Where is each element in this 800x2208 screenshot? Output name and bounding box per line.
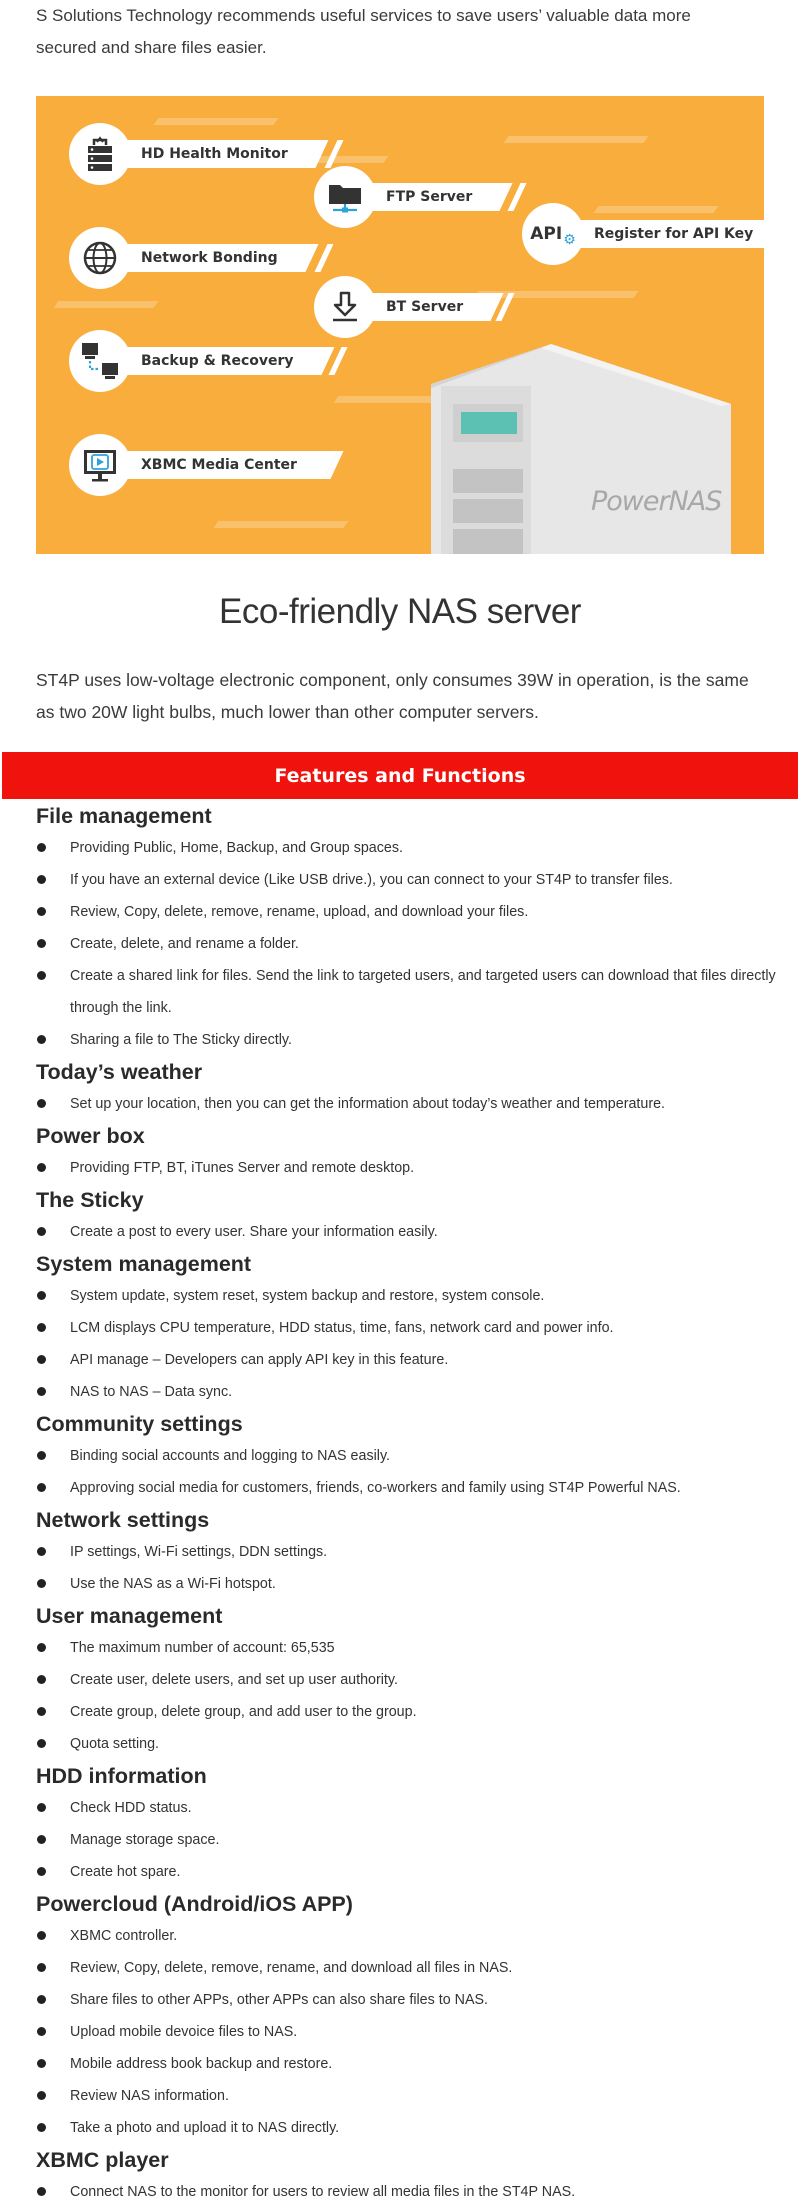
bullet-icon xyxy=(37,1387,46,1396)
bullet-icon xyxy=(37,843,46,852)
bullet-icon xyxy=(37,875,46,884)
feature-list-item xyxy=(36,1344,776,1376)
feature-label: FTP Server xyxy=(386,189,473,205)
bullet-icon xyxy=(37,1035,46,1044)
gear-icon: ⚙ xyxy=(563,230,576,247)
bullet-icon xyxy=(37,1355,46,1364)
folder-network-icon xyxy=(314,166,376,228)
item-text: Create group, delete group, and add user to the group. xyxy=(70,1704,417,1720)
item-text: Create, delete, and rename a folder. xyxy=(70,936,299,952)
feature-section xyxy=(36,1184,776,1248)
feature-list-item xyxy=(36,1312,776,1344)
section-title: The Sticky xyxy=(36,1188,144,1212)
features-list xyxy=(36,800,776,2208)
bullet-icon xyxy=(37,1163,46,1172)
feature-section xyxy=(36,1120,776,1184)
bullet-icon xyxy=(37,1963,46,1972)
bullet-icon xyxy=(37,1483,46,1492)
feature-section xyxy=(36,1888,776,2144)
item-text: Create hot spare. xyxy=(70,1864,181,1880)
feature-list-item xyxy=(36,1568,776,1600)
item-text: Binding social accounts and logging to NAS easily. xyxy=(70,1448,391,1464)
features-header-bar xyxy=(2,752,798,799)
item-text: Create a shared link for files. Send the link to targeted users, and targeted users can download that files directly through the link. xyxy=(70,968,776,1016)
item-text: Sharing a file to The Sticky directly. xyxy=(70,1032,292,1048)
nas-server-illustration xyxy=(431,344,731,554)
bullet-icon xyxy=(37,1451,46,1460)
feature-section xyxy=(36,1504,776,1600)
feature-list-item xyxy=(36,2176,776,2208)
feature-list-item xyxy=(36,928,776,960)
eco-description: ST4P uses low-voltage electronic component, only consumes 39W in operation, is the same as two 20W light bulbs, much lower than other computer servers. xyxy=(36,670,749,722)
item-text: API manage – Developers can apply API key in this feature. xyxy=(70,1352,449,1368)
feature-list-item xyxy=(36,1952,776,1984)
section-title: Power box xyxy=(36,1124,145,1148)
api-gear-icon xyxy=(522,203,584,265)
api-text: API xyxy=(530,224,563,244)
section-title: System management xyxy=(36,1252,252,1276)
feature-list-item xyxy=(36,2112,776,2144)
item-text: Providing Public, Home, Backup, and Group spaces. xyxy=(70,840,403,856)
feature-list-item xyxy=(36,960,776,1024)
item-text: Quota setting. xyxy=(70,1736,160,1752)
item-text: Take a photo and upload it to NAS directly. xyxy=(70,2120,340,2136)
feature-list-item xyxy=(36,1376,776,1408)
feature-list-item xyxy=(36,1216,776,1248)
feature-section xyxy=(36,1600,776,1760)
feature-label: Register for API Key xyxy=(594,226,754,242)
bullet-icon xyxy=(37,971,46,980)
item-text: Review, Copy, delete, remove, rename, upload, and download your files. xyxy=(70,904,529,920)
feature-section xyxy=(36,800,776,1056)
item-text: Manage storage space. xyxy=(70,1832,220,1848)
feature-list-item xyxy=(36,1792,776,1824)
banner-stripe xyxy=(504,136,649,143)
bullet-icon xyxy=(37,1643,46,1652)
bullet-icon xyxy=(37,1739,46,1748)
item-text: Share files to other APPs, other APPs can also share files to NAS. xyxy=(70,1992,489,2008)
section-title: File management xyxy=(36,804,212,828)
feature-section xyxy=(36,2144,776,2208)
section-title: HDD information xyxy=(36,1764,207,1788)
item-text: Approving social media for customers, friends, co-workers and family using ST4P Powerful NAS. xyxy=(70,1480,681,1496)
item-text: Create user, delete users, and set up user authority. xyxy=(70,1672,398,1688)
item-text: Upload mobile devoice files to NAS. xyxy=(70,2024,298,2040)
feature-list-item xyxy=(36,1440,776,1472)
feature-list-item xyxy=(36,1088,776,1120)
feature-label: XBMC Media Center xyxy=(141,457,297,473)
item-text: Review, Copy, delete, remove, rename, and download all files in NAS. xyxy=(70,1960,513,1976)
item-text: The maximum number of account: 65,535 xyxy=(70,1640,335,1656)
eco-title: Eco-friendly NAS server xyxy=(219,592,581,631)
item-text: If you have an external device (Like USB drive.), you can connect to your ST4P to transfer files. xyxy=(70,872,673,888)
banner-stripe xyxy=(594,206,719,213)
feature-tag xyxy=(102,451,337,479)
bullet-icon xyxy=(37,2123,46,2132)
feature-tag xyxy=(555,220,764,248)
item-text: IP settings, Wi-Fi settings, DDN settings. xyxy=(70,1544,328,1560)
item-text: Use the NAS as a Wi-Fi hotspot. xyxy=(70,1576,276,1592)
item-text: System update, system reset, system backup and restore, system console. xyxy=(70,1288,545,1304)
feature-section xyxy=(36,1760,776,1888)
feature-list-item xyxy=(36,896,776,928)
bullet-icon xyxy=(37,2027,46,2036)
banner-stripe xyxy=(154,118,279,125)
feature-list-item xyxy=(36,1536,776,1568)
tag-slash xyxy=(324,140,343,168)
item-text: XBMC controller. xyxy=(70,1928,178,1944)
feature-list-item xyxy=(36,1728,776,1760)
bullet-icon xyxy=(37,1291,46,1300)
item-text: LCM displays CPU temperature, HDD status, time, fans, network card and power info. xyxy=(70,1320,614,1336)
section-title: User management xyxy=(36,1604,223,1628)
feature-tag xyxy=(102,140,328,168)
bullet-icon xyxy=(37,1547,46,1556)
bullet-icon xyxy=(37,1707,46,1716)
bullet-icon xyxy=(37,1995,46,2004)
banner-stripe xyxy=(214,521,349,528)
feature-list-item xyxy=(36,1152,776,1184)
section-title: Today’s weather xyxy=(36,1060,203,1084)
feature-list-item xyxy=(36,1920,776,1952)
bullet-icon xyxy=(37,1675,46,1684)
section-title: XBMC player xyxy=(36,2148,169,2172)
tag-slash xyxy=(314,244,333,272)
intro-text: S Solutions Technology recommends useful services to save users’ valuable data more secured and share files easier. xyxy=(36,6,691,57)
section-title: Community settings xyxy=(36,1412,243,1436)
bullet-icon xyxy=(37,1099,46,1108)
download-icon xyxy=(314,276,376,338)
feature-section xyxy=(36,1248,776,1408)
feature-list-item xyxy=(36,1472,776,1504)
feature-list-item xyxy=(36,1696,776,1728)
feature-list-item xyxy=(36,1280,776,1312)
item-text: Set up your location, then you can get the information about today’s weather and temperature. xyxy=(70,1096,666,1112)
globe-icon xyxy=(69,227,131,289)
feature-list-item xyxy=(36,2048,776,2080)
feature-list-item xyxy=(36,2016,776,2048)
feature-label: Backup & Recovery xyxy=(141,353,294,369)
feature-list-item xyxy=(36,832,776,864)
feature-list-item xyxy=(36,1856,776,1888)
bullet-icon xyxy=(37,1835,46,1844)
bullet-icon xyxy=(37,1323,46,1332)
services-banner xyxy=(36,96,764,554)
feature-list-item xyxy=(36,864,776,896)
bullet-icon xyxy=(37,1227,46,1236)
media-monitor-icon xyxy=(69,434,131,496)
section-title: Powercloud (Android/iOS APP) xyxy=(36,1892,353,1916)
feature-tag xyxy=(102,244,318,272)
feature-list-item xyxy=(36,1824,776,1856)
feature-label: HD Health Monitor xyxy=(141,146,288,162)
item-text: Mobile address book backup and restore. xyxy=(70,2056,333,2072)
banner-stripe xyxy=(54,301,159,308)
item-text: NAS to NAS – Data sync. xyxy=(70,1384,233,1400)
feature-list-item xyxy=(36,1632,776,1664)
bullet-icon xyxy=(37,2187,46,2196)
bullet-icon xyxy=(37,1579,46,1588)
server-health-icon xyxy=(69,123,131,185)
feature-section xyxy=(36,1056,776,1120)
feature-label: BT Server xyxy=(386,299,464,315)
bullet-icon xyxy=(37,1931,46,1940)
item-text: Review NAS information. xyxy=(70,2088,229,2104)
bullet-icon xyxy=(37,907,46,916)
item-text: Check HDD status. xyxy=(70,1800,192,1816)
backup-computers-icon xyxy=(69,330,131,392)
feature-list-item xyxy=(36,1024,776,1056)
item-text: Providing FTP, BT, iTunes Server and remote desktop. xyxy=(70,1160,415,1176)
bullet-icon xyxy=(37,1803,46,1812)
section-title: Network settings xyxy=(36,1508,210,1532)
item-text: Create a post to every user. Share your information easily. xyxy=(70,1224,438,1240)
item-text: Connect NAS to the monitor for users to review all media files in the ST4P NAS. xyxy=(70,2184,576,2200)
bullet-icon xyxy=(37,1867,46,1876)
features-header: Features and Functions xyxy=(274,764,526,787)
feature-tag xyxy=(102,347,334,375)
feature-list-item xyxy=(36,1984,776,2016)
feature-section xyxy=(36,1408,776,1504)
feature-list-item xyxy=(36,1664,776,1696)
bullet-icon xyxy=(37,2059,46,2068)
feature-label: Network Bonding xyxy=(141,250,278,266)
bullet-icon xyxy=(37,2091,46,2100)
bullet-icon xyxy=(37,939,46,948)
powernas-logo: PowerNAS xyxy=(591,486,722,517)
feature-list-item xyxy=(36,2080,776,2112)
